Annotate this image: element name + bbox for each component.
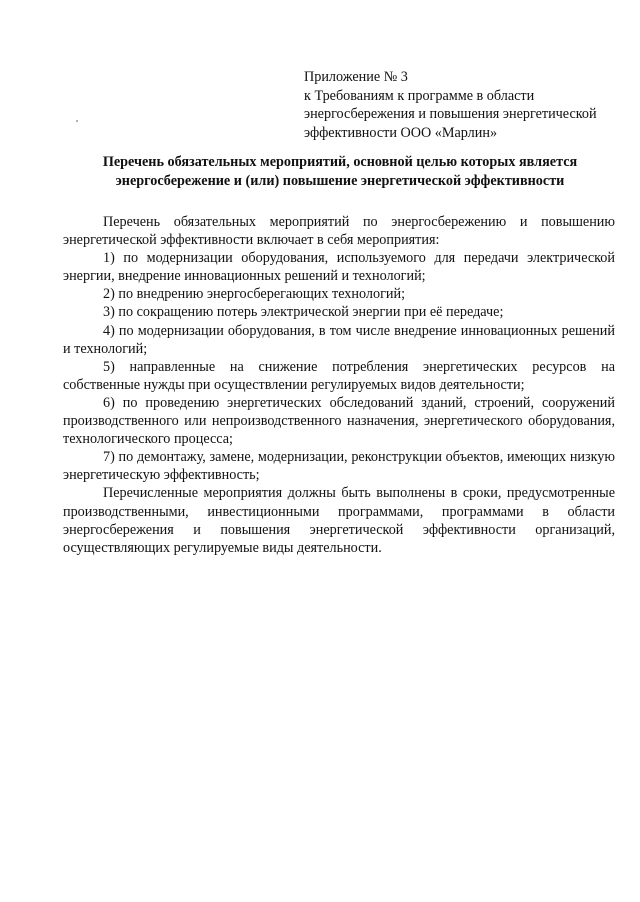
title-line: Перечень обязательных мероприятий, основной целью которых является bbox=[102, 154, 578, 170]
list-item: 1) по модернизации оборудования, используемого для передачи электрической энергии, внедрение инновационных решений и технологий; bbox=[63, 250, 615, 285]
list-item: 7) по демонтажу, замене, модернизации, реконструкции объектов, имеющих низкую энергетическую эффективность; bbox=[63, 449, 615, 484]
appendix-line: энергосбережения и повышения энергетической bbox=[304, 106, 597, 122]
closing-paragraph: Перечисленные мероприятия должны быть выполнены в сроки, предусмотренные производственными, инвестиционными программами, программами в области энергосбережения и повышения энергетической эффективности организаций, осуществляющих регулируемые виды деятельности. bbox=[63, 485, 615, 556]
document-title bbox=[60, 153, 620, 191]
appendix-header bbox=[304, 68, 624, 142]
scan-artifact bbox=[76, 120, 78, 122]
list-item: 3) по сокращению потерь электрической энергии при её передаче; bbox=[103, 304, 504, 321]
list-item: 6) по проведению энергетических обследований зданий, строений, сооружений производственного или непроизводственного назначения, энергетического оборудования, технологического процесса; bbox=[63, 394, 615, 448]
appendix-line: эффективности ООО «Марлин» bbox=[304, 124, 498, 141]
appendix-line: к Требованиям к программе в области bbox=[304, 87, 535, 104]
list-item: 4) по модернизации оборудования, в том числе внедрение инновационных решений и технологий; bbox=[63, 322, 615, 357]
list-item: 5) направленные на снижение потребления энергетических ресурсов на собственные нужды при осуществлении регулируемых видов деятельности; bbox=[63, 358, 615, 393]
appendix-line: Приложение № 3 bbox=[304, 69, 408, 85]
intro-paragraph: Перечень обязательных мероприятий по энергосбережению и повышению энергетической эффективности включает в себя мероприятия: bbox=[63, 214, 615, 249]
title-line: энергосбережение и (или) повышение энергетической эффективности bbox=[115, 173, 565, 189]
list-item: 2) по внедрению энергосберегающих технологий; bbox=[103, 286, 406, 303]
document-body bbox=[63, 213, 615, 557]
